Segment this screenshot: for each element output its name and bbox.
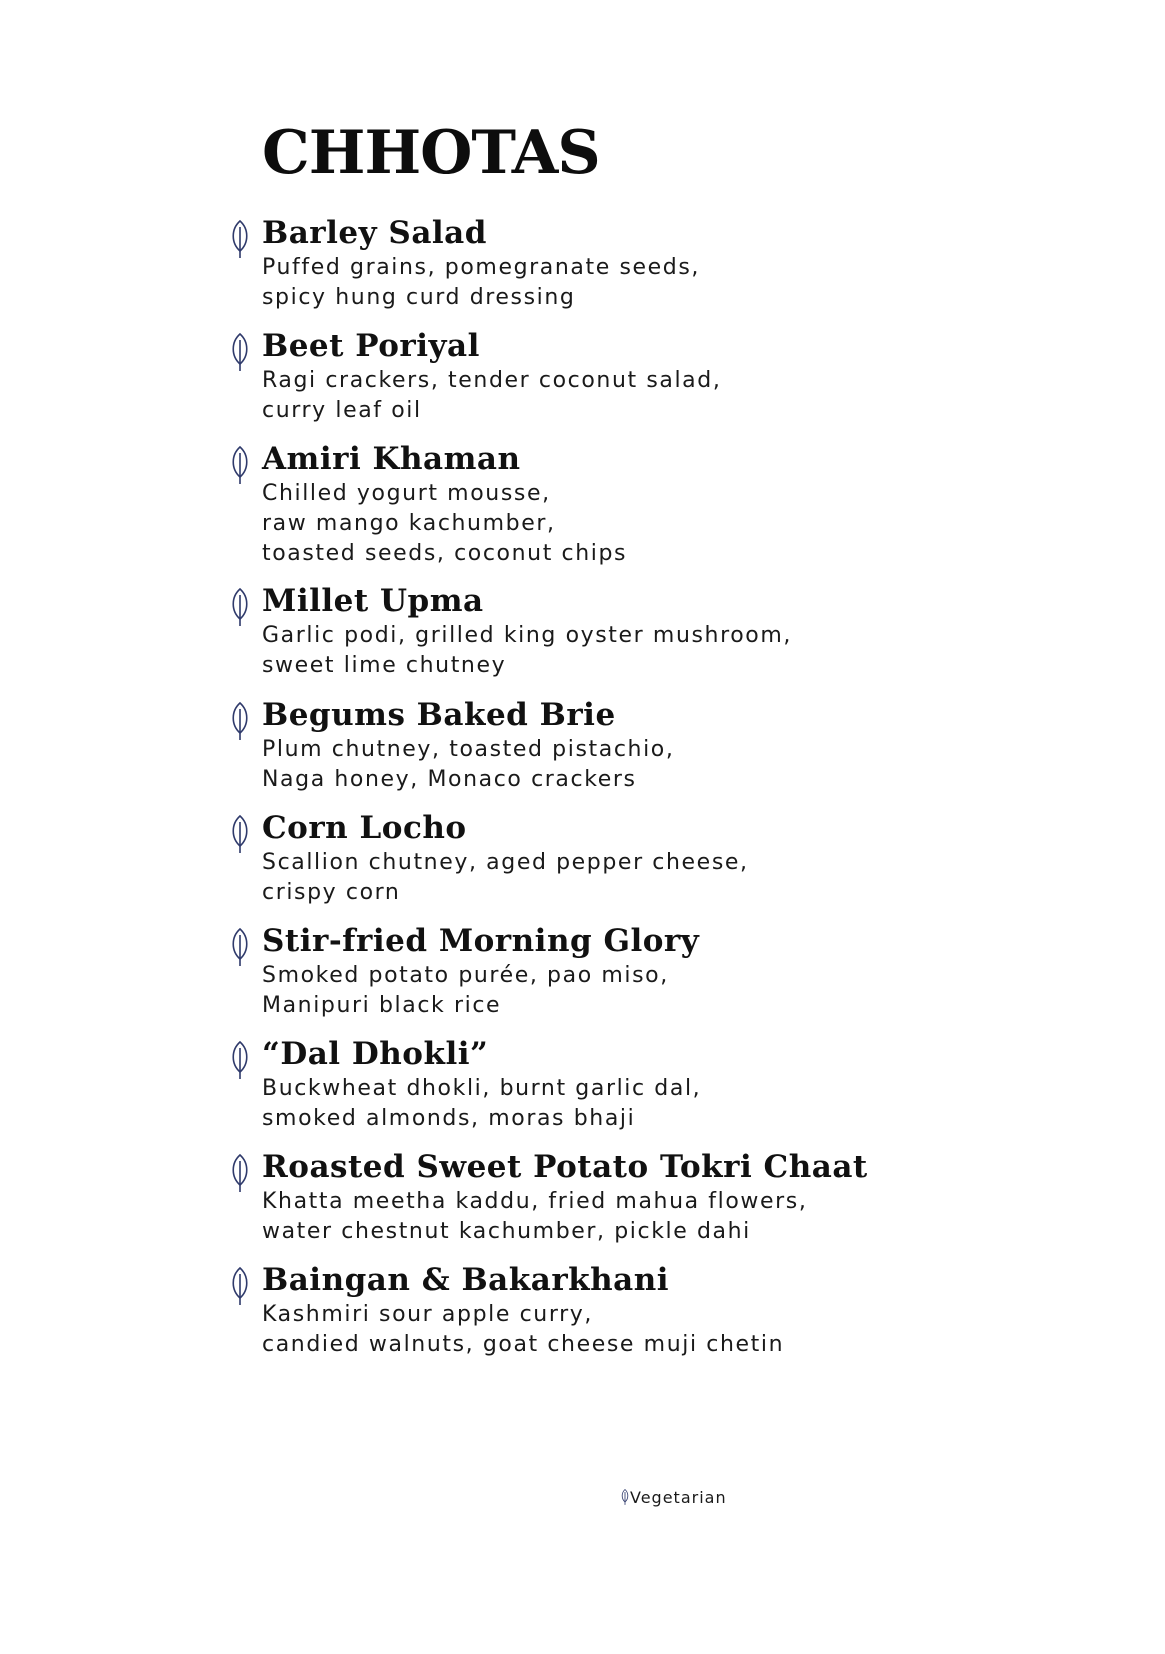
menu-item-description [262,253,700,313]
menu-item-description [262,1074,701,1134]
description-line: smoked almonds, moras bhaji [262,1106,636,1131]
vegetarian-leaf-icon [228,1040,252,1080]
description-line: Smoked potato purée, pao miso, [262,963,669,988]
vegetarian-leaf-icon [228,1266,252,1306]
description-line: candied walnuts, goat cheese muji chetin [262,1332,785,1357]
vegetarian-leaf-icon [228,587,252,627]
description-line: sweet lime chutney [262,653,507,678]
description-line: spicy hung curd dressing [262,285,576,310]
description-line: Puffed grains, pomegranate seeds, [262,255,701,280]
description-line: curry leaf oil [262,398,422,423]
description-line: toasted seeds, coconut chips [262,541,628,566]
menu-item-description [262,848,749,908]
menu-item-description [262,1300,784,1360]
menu-item-description [262,621,792,681]
menu-item-name: Beet Poriyal [262,328,480,364]
menu-item-name: Roasted Sweet Potato Tokri Chaat [262,1149,868,1185]
vegetarian-leaf-icon [228,332,252,372]
menu-item-description [262,961,669,1021]
description-line: Chilled yogurt mousse, [262,481,551,506]
description-line: water chestnut kachumber, pickle dahi [262,1219,751,1244]
menu-item-description [262,1187,807,1247]
description-line: Kashmiri sour apple curry, [262,1302,593,1327]
vegetarian-leaf-icon [620,1488,630,1506]
legend-label: Vegetarian [630,1488,727,1507]
menu-item-name: Begums Baked Brie [262,697,616,733]
menu-item-name: Baingan & Bakarkhani [262,1262,670,1298]
vegetarian-leaf-icon [228,445,252,485]
description-line: Khatta meetha kaddu, fried mahua flowers, [262,1189,808,1214]
description-line: Ragi crackers, tender coconut salad, [262,368,722,393]
description-line: Naga honey, Monaco crackers [262,767,637,792]
description-line: Scallion chutney, aged pepper cheese, [262,850,749,875]
menu-item-description [262,735,674,795]
vegetarian-leaf-icon [228,814,252,854]
vegetarian-legend [620,1488,727,1508]
section-title: CHHOTAS [262,118,600,188]
menu-item-name: Stir-fried Morning Glory [262,923,700,959]
menu-item-name: Millet Upma [262,583,484,619]
vegetarian-leaf-icon [228,927,252,967]
description-line: Garlic podi, grilled king oyster mushroom, [262,623,792,648]
menu-item-description [262,366,721,426]
vegetarian-leaf-icon [228,701,252,741]
menu-item-description [262,479,627,569]
vegetarian-leaf-icon [228,219,252,259]
menu-item-name: Corn Locho [262,810,467,846]
menu-item-name: Amiri Khaman [262,441,521,477]
description-line: crispy corn [262,880,401,905]
description-line: Buckwheat dhokli, burnt garlic dal, [262,1076,702,1101]
description-line: raw mango kachumber, [262,511,556,536]
vegetarian-leaf-icon [228,1153,252,1193]
menu-item-name: “Dal Dhokli” [262,1036,489,1072]
description-line: Manipuri black rice [262,993,502,1018]
description-line: Plum chutney, toasted pistachio, [262,737,675,762]
menu-item-name: Barley Salad [262,215,487,251]
